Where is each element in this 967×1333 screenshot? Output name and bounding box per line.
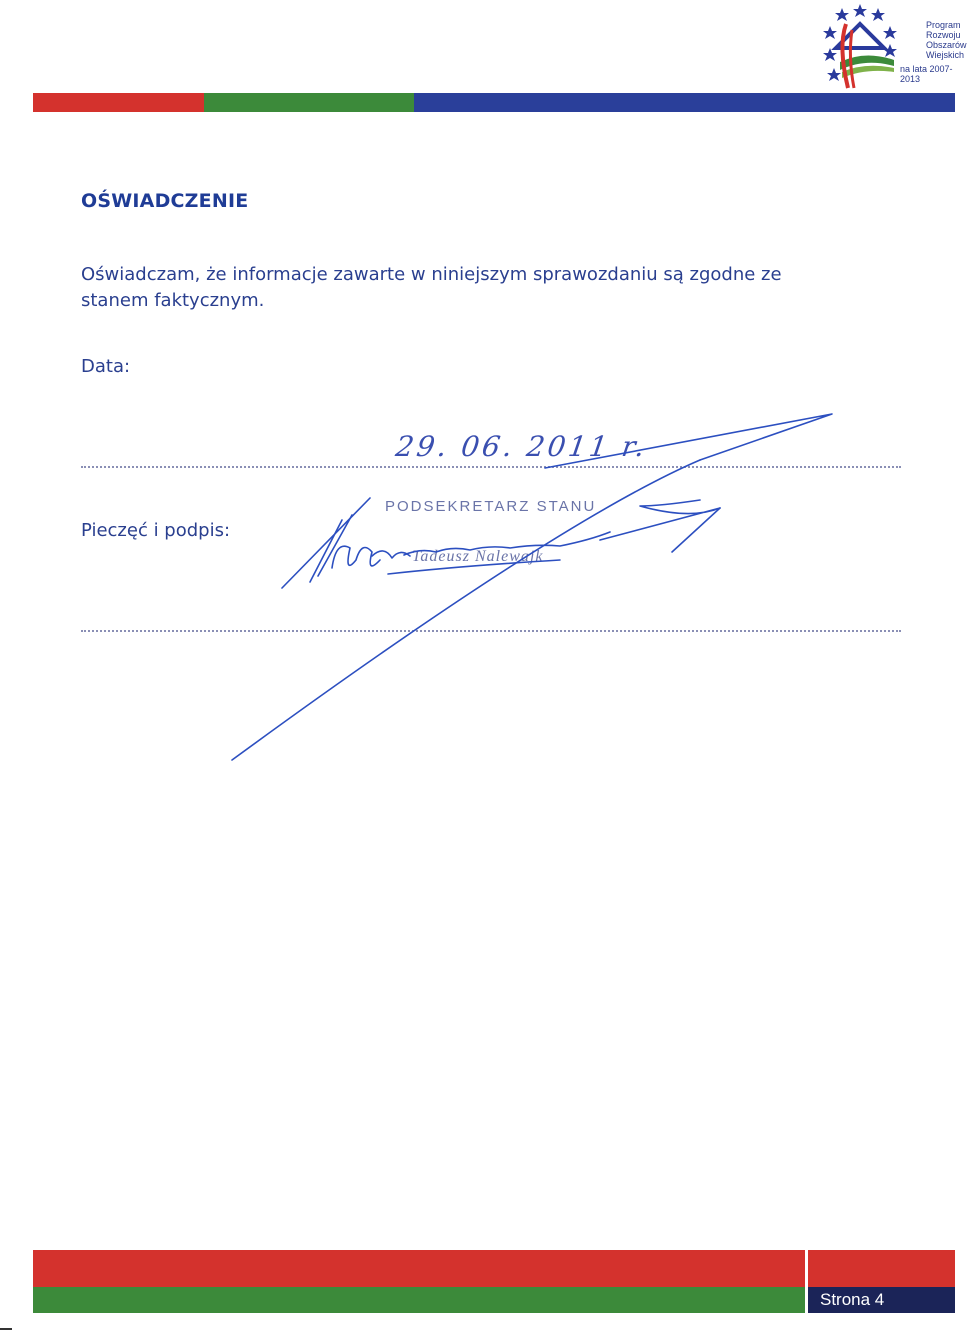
header-band xyxy=(33,93,955,112)
stamp-name: Tadeusz Nalewajk xyxy=(412,548,544,565)
logo-line-1: Program xyxy=(926,20,961,30)
signature-line xyxy=(81,630,901,632)
logo-line-4: Wiejskich xyxy=(926,50,965,60)
page-title: OŚWIADCZENIE xyxy=(81,190,249,212)
header-band-green xyxy=(204,93,414,112)
logo-years: na lata 2007-2013 xyxy=(900,64,953,84)
program-logo xyxy=(820,2,967,90)
footer-band-red xyxy=(33,1250,955,1287)
page-number: Strona 4 xyxy=(808,1287,955,1313)
header-band-red xyxy=(33,93,204,112)
logo-line-2: Rozwoju xyxy=(926,30,961,40)
logo-line-3: Obszarów xyxy=(926,40,967,50)
date-line xyxy=(81,466,901,468)
statement-text: Oświadczam, że informacje zawarte w niniejszym sprawozdaniu są zgodne ze stanem faktycznym. xyxy=(81,264,782,311)
header-band-blue xyxy=(414,93,955,112)
date-label: Data: xyxy=(81,356,131,377)
footer-band xyxy=(33,1250,955,1313)
stamp-label: Pieczęć i podpis: xyxy=(81,520,231,541)
stamp-title: PODSEKRETARZ STANU xyxy=(385,498,597,515)
scan-mark xyxy=(0,1328,12,1330)
logo-emblem-icon xyxy=(820,2,900,90)
handwritten-date: 29. 06. 2011 r. xyxy=(393,430,650,463)
